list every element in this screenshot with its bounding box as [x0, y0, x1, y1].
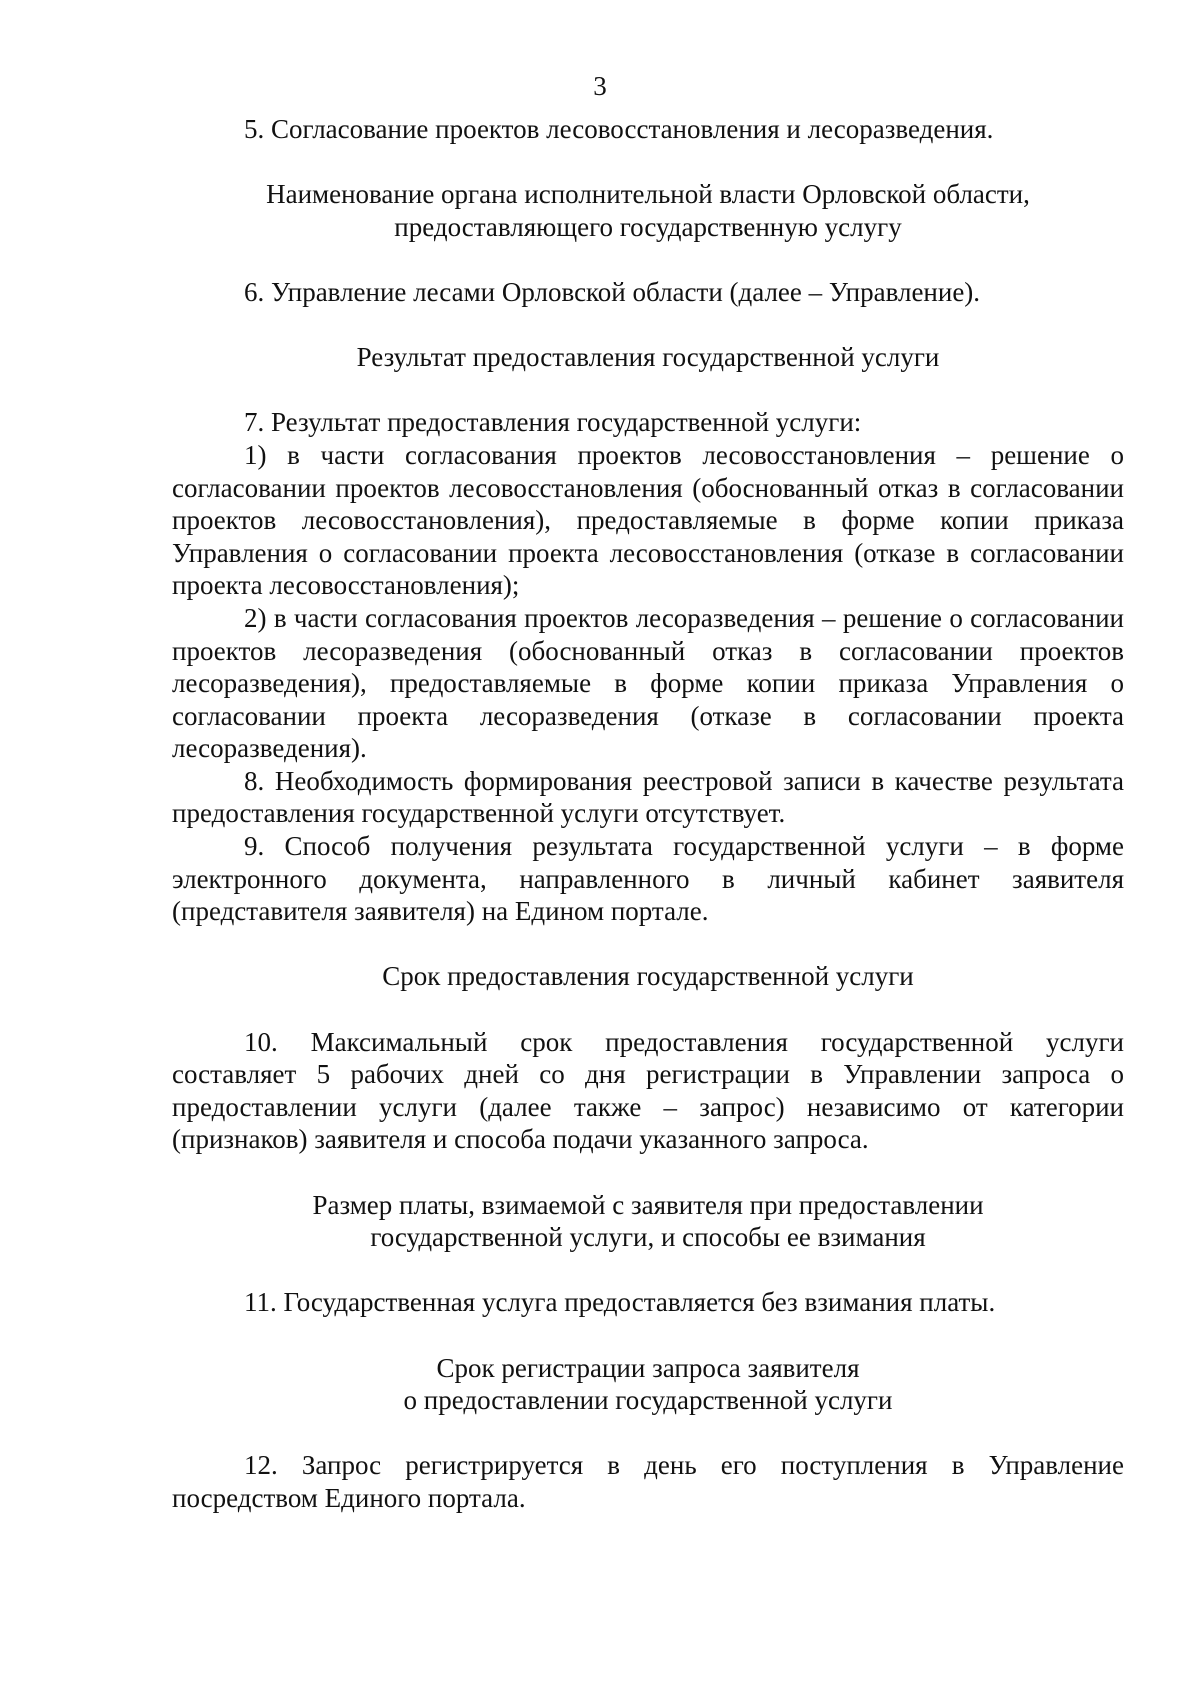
spacer — [172, 374, 1124, 407]
spacer — [172, 146, 1124, 179]
paragraph-8: 8. Необходимость формирования реестровой записи в качестве результата предоставления государственной услуги отсутствует. — [172, 765, 1124, 829]
spacer — [172, 1319, 1124, 1352]
spacer — [172, 928, 1124, 961]
heading-authority-line-2: предоставляющего государственную услугу — [394, 211, 902, 242]
spacer — [172, 1417, 1124, 1450]
paragraph-7-1: 1) в части согласования проектов лесовосстановления – решение о согласовании проектов лесовосстановления (обоснованный отказ в согласовании проектов лесовосстановления), предоставляемые в форме копии приказа Управления о согласовании проекта лесовосстановления (отказе в согласовании проекта лесовосстановления); — [172, 439, 1124, 601]
heading-authority — [172, 178, 1124, 243]
heading-fee-line-2: государственной услуги, и способы ее взимания — [370, 1222, 926, 1253]
heading-term — [172, 960, 1124, 993]
heading-term-line-1: Срок предоставления государственной услуги — [382, 961, 914, 992]
document-body — [172, 113, 1124, 1515]
spacer — [172, 309, 1124, 342]
paragraph-5: 5. Согласование проектов лесовосстановления и лесоразведения. — [244, 114, 994, 144]
paragraph-10: 10. Максимальный срок предоставления государственной услуги составляет 5 рабочих дней со дня регистрации в Управлении запроса о предоставлении услуги (далее также – запрос) независимо от категории (признаков) заявителя и способа подачи указанного запроса. — [172, 1026, 1124, 1155]
heading-authority-line-1: Наименование органа исполнительной власти Орловской области, — [266, 179, 1030, 210]
heading-registration — [172, 1352, 1124, 1417]
spacer — [172, 243, 1124, 276]
spacer — [172, 1156, 1124, 1189]
spacer — [172, 993, 1124, 1026]
paragraph-7-2: 2) в части согласования проектов лесоразведения – решение о согласовании проектов лесоразведения (обоснованный отказ в согласовании проектов лесоразведения), предоставляемые в форме копии приказа Управления о согласовании проекта лесоразведения (отказе в согласовании проекта лесоразведения). — [172, 602, 1124, 764]
paragraph-7: 7. Результат предоставления государственной услуги: — [244, 407, 862, 438]
paragraph-12: 12. Запрос регистрируется в день его поступления в Управление посредством Единого портала. — [172, 1450, 1124, 1513]
heading-fee — [172, 1189, 1124, 1254]
heading-registration-line-1: Срок регистрации запроса заявителя — [436, 1352, 860, 1383]
heading-result — [172, 341, 1124, 374]
paragraph-9: 9. Способ получения результата государственной услуги – в форме электронного документа, направленного в личный кабинет заявителя (представителя заявителя) на Едином портале. — [172, 831, 1124, 927]
heading-result-line-1: Результат предоставления государственной услуги — [356, 342, 940, 373]
paragraph-6: 6. Управление лесами Орловской области (далее – Управление). — [244, 276, 981, 307]
spacer — [172, 1254, 1124, 1287]
page-number: 3 — [593, 71, 607, 101]
heading-registration-line-2: о предоставлении государственной услуги — [403, 1385, 893, 1416]
heading-fee-line-1: Размер платы, взимаемой с заявителя при предоставлении — [312, 1189, 984, 1220]
paragraph-11: 11. Государственная услуга предоставляется без взимания платы. — [244, 1287, 996, 1318]
